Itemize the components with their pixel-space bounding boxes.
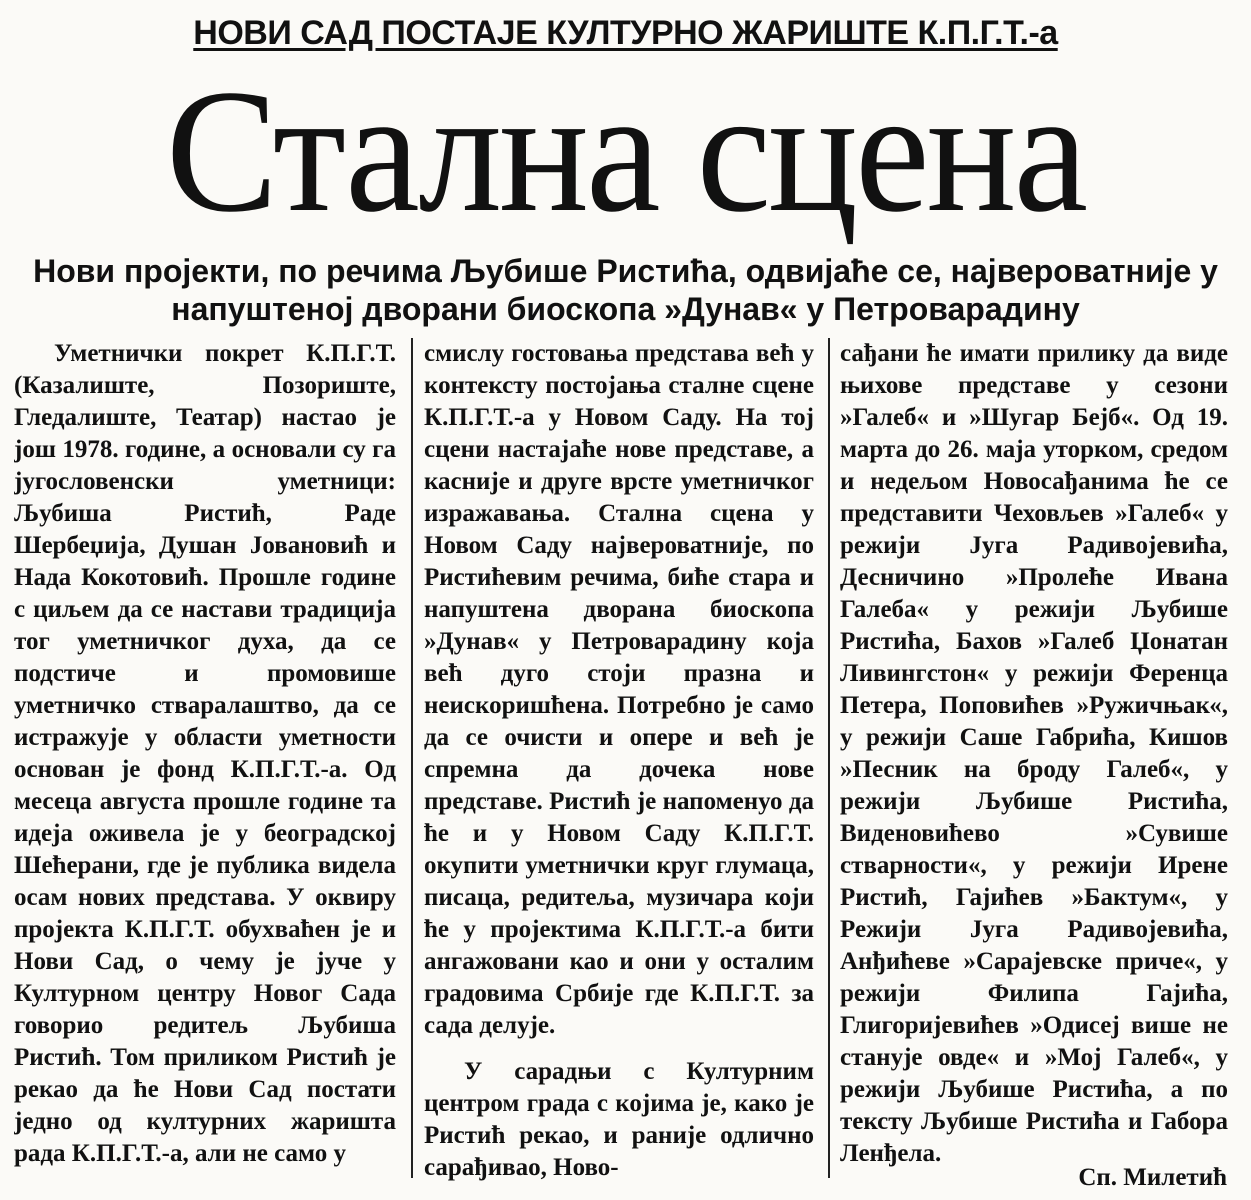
column-divider bbox=[828, 338, 830, 1178]
column-2-text: смислу гостовања представа већ у контексту постојања сталне сцене К.П.Г.Т.-а у Новом Саду. На тој сцени настајаће нове представе, а касније и друге врсте уметничког изражавања. Стална сцена у Новом Саду највероватније, по Ристићевим речима, биће стара и напуштена дворана биоскопа »Дунав« у Петроварадину која већ дуго стоји празна и неискоришћена. Потребно је само да се очисти и опере и већ је спремна да дочека нове представе. Ристић је напоменуо да ће и у Новом Саду К.П.Г.Т. окупити уметнички круг глумаца, писаца, редитеља, музичара који ће у пројектима К.П.Г.Т.-а бити ангажовани као и они у осталим градовима Србије где К.П.Г.Т. за сада делује. bbox=[424, 340, 814, 1039]
column-3-text: сађани ће имати прилику да виде њихове представе у сезони »Галеб« и »Шугар Бејб«. Од 19. марта до 26. маја уторком, средом и недељом Новосађанима ће се представити Чеховљев »Галеб« у режији Југа Радивојевића, Десничино »Пролеће Ивана Галеба« у режији Љубише Ристића, Бахов »Галеб Џонатан Ливингстон« у режији Ференца Петера, Поповићев »Ружичњак«, у режији Саше Габрића, Кишов »Песник на броду Галеб«, у режији Љубише Ристића, Виденовићево »Сувише стварности«, у режији Ирене Ристић, Гајићев »Бактум«, у Режији Југа Радивојевића, Анђићеве »Сарајевске приче«, у режији Филипа Гајића, Глигоријевићев »Одисеј више не станује овде« и »Мој Галеб«, у режији Љубише Ристића, а по тексту Љубише Ристића и Габора Ленђела. bbox=[840, 340, 1228, 1167]
headline: Стална сцена bbox=[165, 53, 1086, 249]
column-2-paragraph-2: У сарадњи с Културним центром града с којима је, како је Ристић рекао, и раније одлично сарађивао, Ново- bbox=[424, 1058, 814, 1181]
column-divider bbox=[411, 338, 413, 1178]
deck: Нови пројекти, по речима Љубише Ристића, одвијаће се, највероватније у напуштеној дворани биоскопа »Дунав« у Петроварадину bbox=[33, 253, 1218, 327]
column-2 bbox=[424, 338, 814, 1200]
column-3 bbox=[840, 338, 1228, 1200]
column-1 bbox=[14, 338, 396, 1200]
author-signature: Сп. Милетић bbox=[1078, 1164, 1227, 1191]
article-body bbox=[0, 338, 1251, 1200]
column-1-text: Уметнички покрет К.П.Г.Т. (Казалиште, Позориште, Гледалиште, Театар) настао је још 1978. године, а основали су га југословенски уметници: Љубиша Ристић, Раде Шербеџија, Душан Јовановић и Нада Кокотовић. Прошле године с циљем да се настави традиција тог уметничког духа, да се подстиче и промовише уметничко стваралаштво, да се истражује у области уметности основан је фонд К.П.Г.Т.-а. Од месеца августа прошле године та идеја оживела је у београдској Шећерани, где је публика видела осам нових представа. У оквиру пројекта К.П.Г.Т. обухваћен је и Нови Сад, о чему је јуче у Културном центру Новог Сада говорио редитељ Љубиша Ристић. Том приликом Ристић је рекао да ће Нови Сад постати једно од културних жаришта рада К.П.Г.Т.-а, али не само у bbox=[14, 340, 396, 1167]
kicker bbox=[0, 14, 1251, 53]
kicker-text: НОВИ САД ПОСТАЈЕ КУЛТУРНО ЖАРИШТЕ К.П.Г.Т.-а bbox=[193, 14, 1058, 52]
